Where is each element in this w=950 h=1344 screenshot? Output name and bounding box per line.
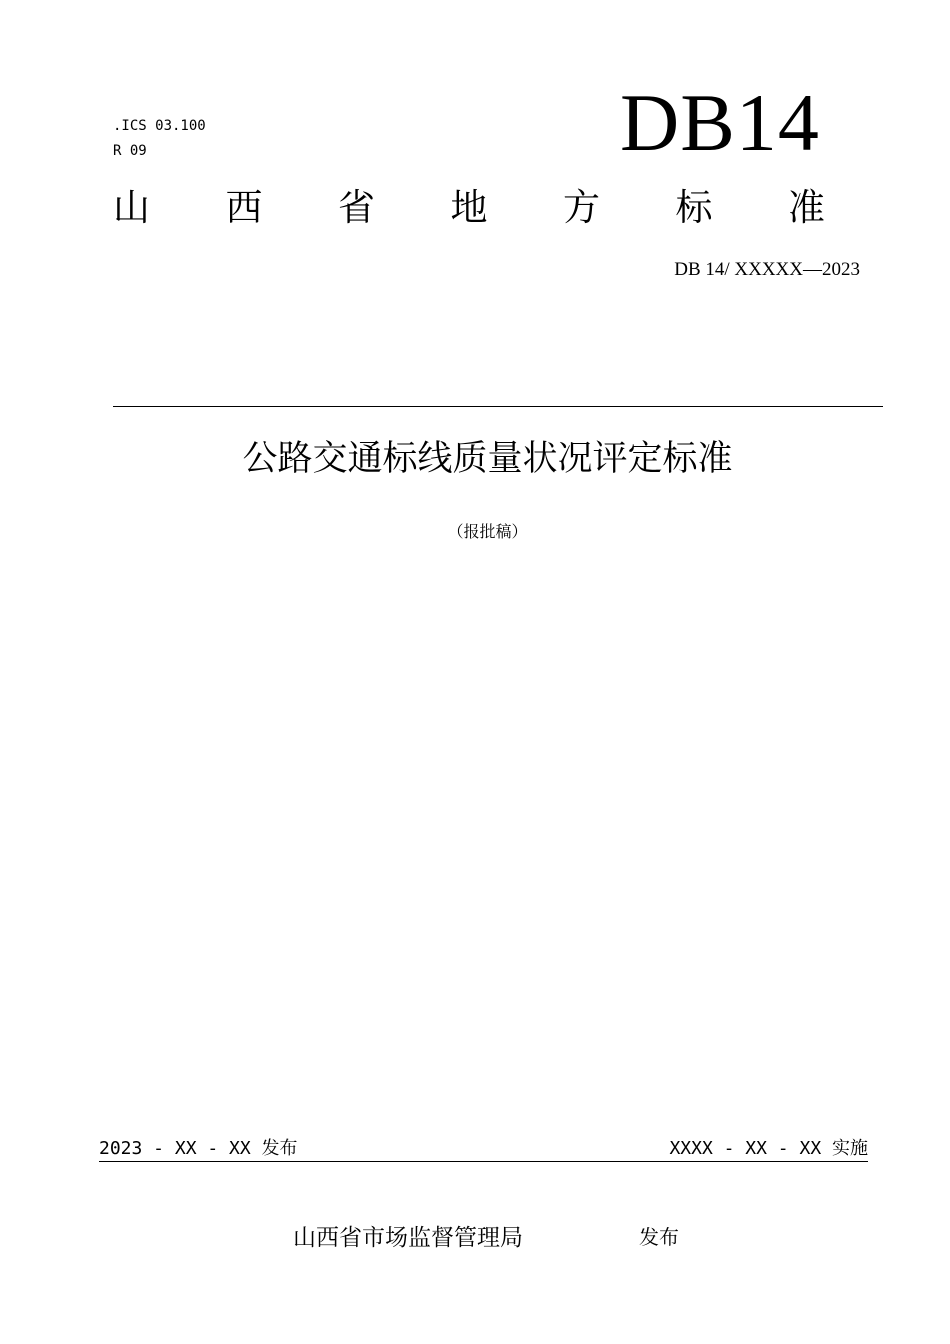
ics-code: .ICS 03.100 — [113, 118, 206, 134]
issue-label: 发布 — [639, 1225, 679, 1249]
db-logo: DB14 — [620, 77, 820, 168]
bottom-divider — [99, 1161, 868, 1162]
top-divider — [113, 406, 883, 407]
standard-type-char: 准 — [788, 186, 825, 229]
publish-date: 2023 - XX - XX 发布 — [99, 1138, 298, 1159]
standard-type-char: 方 — [563, 186, 600, 229]
document-title: 公路交通标线质量状况评定标准 — [242, 439, 733, 479]
standard-type-char: 西 — [225, 186, 263, 229]
standard-number: DB 14/ XXXXX—2023 — [674, 259, 860, 280]
issuing-authority: 山西省市场监督管理局 — [293, 1225, 523, 1251]
standard-type-char: 标 — [675, 186, 713, 229]
classification-code: R 09 — [113, 143, 147, 159]
implement-date: XXXX - XX - XX 实施 — [669, 1138, 868, 1159]
document-status: （报批稿） — [447, 522, 528, 541]
standard-type-char: 省 — [338, 186, 375, 229]
standard-type-char: 地 — [450, 186, 488, 229]
standard-type-title — [113, 184, 825, 232]
standard-type-char: 山 — [113, 186, 150, 229]
